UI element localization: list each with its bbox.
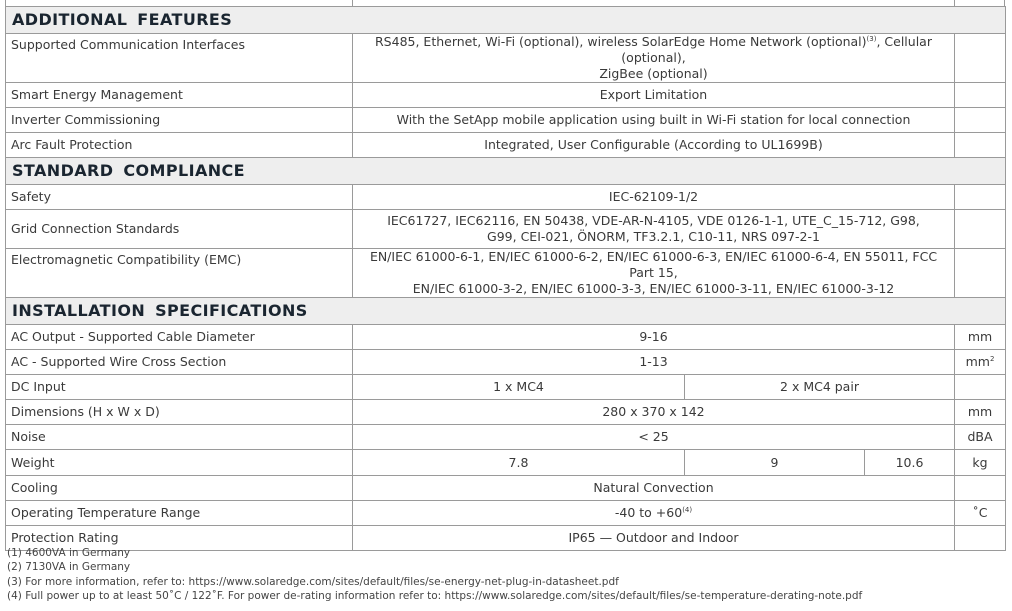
row-label: AC Output - Supported Cable Diameter bbox=[6, 325, 353, 350]
row-value: IEC61727, IEC62116, EN 50438, VDE-AR-N-4105, VDE 0126-1-1, UTE_C_15-712, G98, G99, CEI-021, ÖNORM, TF3.2.1, C10-11, NRS 097-2-1 bbox=[353, 210, 955, 249]
row-unit bbox=[955, 185, 1006, 210]
footnote-3: (3) For more information, refer to: https://www.solaredge.com/sites/default/files/se-energy-net-plug-in-datasheet.pdf bbox=[7, 575, 619, 588]
spec-row-operating-temp bbox=[6, 501, 1006, 526]
row-unit: dBA bbox=[955, 425, 1006, 450]
row-value: With the SetApp mobile application using built in Wi-Fi station for local connection bbox=[353, 108, 955, 133]
row-unit: $mm^2$ bbox=[955, 350, 1006, 375]
section-heading: INSTALLATION SPECIFICATIONS bbox=[6, 298, 1006, 325]
row-unit bbox=[955, 133, 1006, 158]
row-value: 280 x 370 x 142 bbox=[353, 400, 955, 425]
row-unit bbox=[955, 108, 1006, 133]
row-label: Grid Connection Standards bbox=[6, 210, 353, 249]
spec-row-communication bbox=[6, 34, 1006, 83]
row-value: 9-16 bbox=[353, 325, 955, 350]
spec-row-arc-fault bbox=[6, 133, 1006, 158]
row-unit: kg bbox=[955, 450, 1006, 476]
row-value: Natural Convection bbox=[353, 476, 955, 501]
row-value-b: 9 bbox=[685, 450, 865, 476]
row-value-a: 7.8 bbox=[353, 450, 685, 476]
spec-row-dc-input bbox=[6, 375, 1006, 400]
row-unit: mm bbox=[955, 325, 1006, 350]
row-label: Protection Rating bbox=[6, 526, 353, 551]
row-unit bbox=[955, 476, 1006, 501]
spec-row-cable-diameter bbox=[6, 325, 1006, 350]
row-label: Electromagnetic Compatibility (EMC) bbox=[6, 249, 353, 298]
spec-row-noise bbox=[6, 425, 1006, 450]
row-label: AC - Supported Wire Cross Section bbox=[6, 350, 353, 375]
row-label: Supported Communication Interfaces bbox=[6, 34, 353, 83]
row-label: Safety bbox=[6, 185, 353, 210]
row-value: Integrated, User Configurable (According to UL1699B) bbox=[353, 133, 955, 158]
row-unit bbox=[955, 526, 1006, 551]
row-label: Cooling bbox=[6, 476, 353, 501]
section-heading: ADDITIONAL FEATURES bbox=[6, 7, 1006, 34]
row-label: Weight bbox=[6, 450, 353, 476]
section-additional-features bbox=[6, 7, 1006, 34]
spec-row-emc bbox=[6, 249, 1006, 298]
row-unit bbox=[955, 249, 1006, 298]
footnote-2: (2) 7130VA in Germany bbox=[7, 561, 131, 574]
spec-table bbox=[5, 6, 1006, 551]
spec-row-weight bbox=[6, 450, 1006, 476]
row-value: RS485, Ethernet, Wi-Fi (optional), wireless SolarEdge Home Network (optional)$^{(3)}$, Cellular (optional), ZigBee (optional) bbox=[353, 34, 955, 83]
row-unit bbox=[955, 210, 1006, 249]
spec-row-safety bbox=[6, 185, 1006, 210]
row-value-c: 10.6 bbox=[865, 450, 955, 476]
row-value: 1-13 bbox=[353, 350, 955, 375]
row-value-a: 1 x MC4 bbox=[353, 375, 685, 400]
spec-row-cooling bbox=[6, 476, 1006, 501]
spec-row-dimensions bbox=[6, 400, 1006, 425]
row-value: < 25 bbox=[353, 425, 955, 450]
spec-row-grid-connection bbox=[6, 210, 1006, 249]
spec-row-smart-energy bbox=[6, 83, 1006, 108]
row-label: Dimensions (H x W x D) bbox=[6, 400, 353, 425]
row-label: Inverter Commissioning bbox=[6, 108, 353, 133]
footnote-4: (4) Full power up to at least 50˚C / 122˚F. For power de-rating information refer to: https://www.solaredge.com/sites/default/files/se-temperature-derating-note.pdf bbox=[7, 590, 863, 603]
row-label: Arc Fault Protection bbox=[6, 133, 353, 158]
section-heading: STANDARD COMPLIANCE bbox=[6, 158, 1006, 185]
row-value: -40 to $+60^{(4)}$ bbox=[353, 501, 955, 526]
row-value: EN/IEC 61000-6-1, EN/IEC 61000-6-2, EN/IEC 61000-6-3, EN/IEC 61000-6-4, EN 55011, FCC Part 15, EN/IEC 61000-3-2, EN/IEC 61000-3-3, EN/IEC 61000-3-11, EN/IEC 61000-3-12 bbox=[353, 249, 955, 298]
row-value-b: 2 x MC4 pair bbox=[685, 375, 955, 400]
row-label: Operating Temperature Range bbox=[6, 501, 353, 526]
footnotes bbox=[7, 546, 862, 604]
row-unit bbox=[955, 34, 1006, 83]
row-unit bbox=[955, 83, 1006, 108]
spec-row-wire-cross-section bbox=[6, 350, 1006, 375]
row-unit bbox=[955, 375, 1006, 400]
spec-row-commissioning bbox=[6, 108, 1006, 133]
row-value: IP65 — Outdoor and Indoor bbox=[353, 526, 955, 551]
footnote-1: (1) 4600VA in Germany bbox=[7, 547, 131, 559]
section-installation-specifications bbox=[6, 298, 1006, 325]
row-label: Noise bbox=[6, 425, 353, 450]
row-value: IEC-62109-1/2 bbox=[353, 185, 955, 210]
row-value: Export Limitation bbox=[353, 83, 955, 108]
row-unit: ˚C bbox=[955, 501, 1006, 526]
row-unit: mm bbox=[955, 400, 1006, 425]
row-label: Smart Energy Management bbox=[6, 83, 353, 108]
section-standard-compliance bbox=[6, 158, 1006, 185]
row-label: DC Input bbox=[6, 375, 353, 400]
